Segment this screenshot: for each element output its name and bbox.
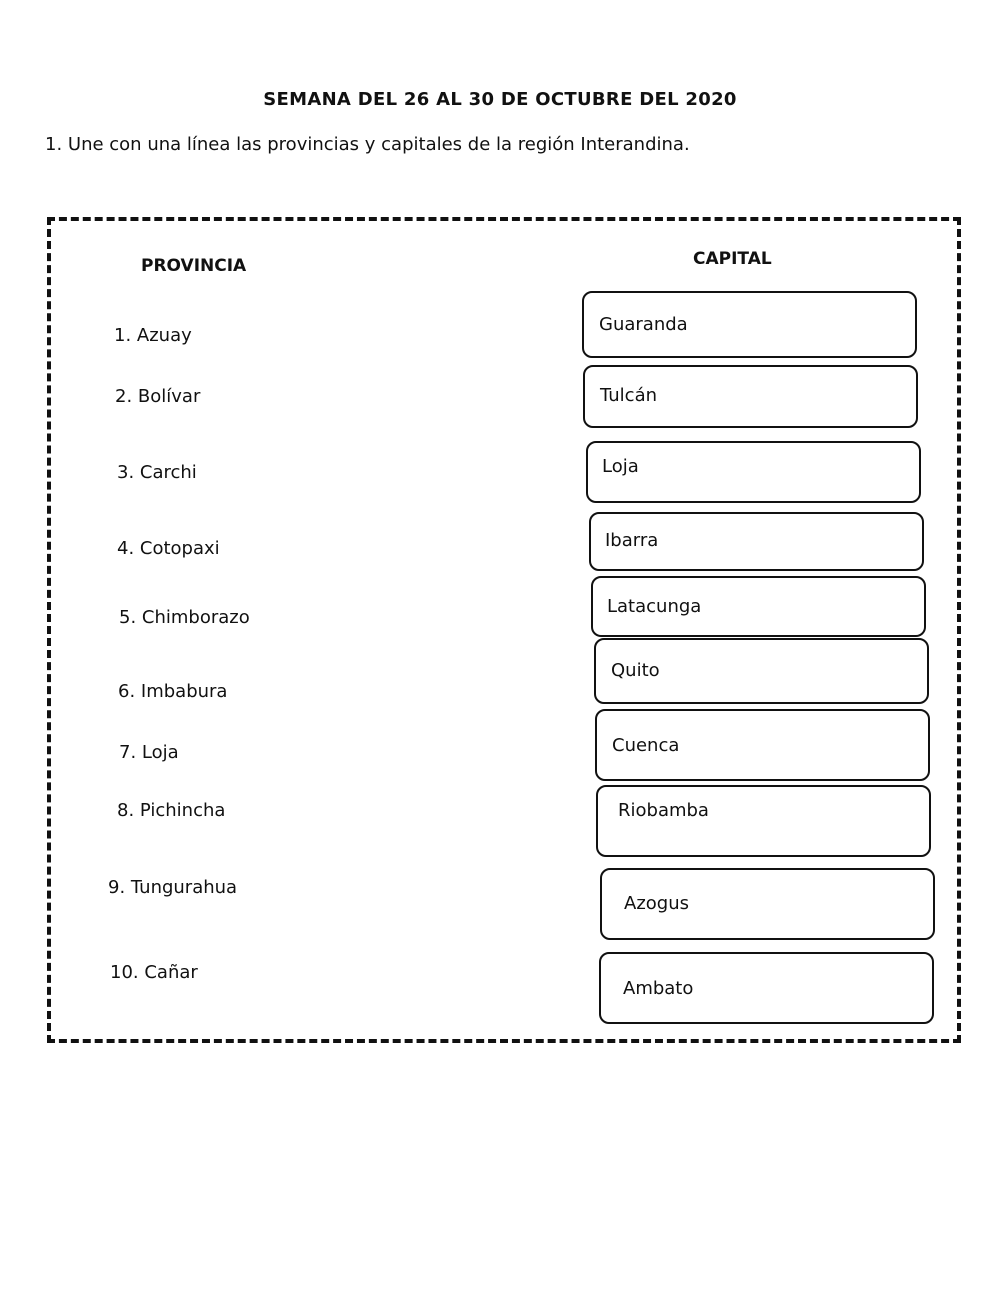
capital-column-heading: CAPITAL bbox=[693, 249, 772, 269]
province-item-tungurahua[interactable]: 9. Tungurahua bbox=[108, 877, 238, 898]
province-item-canar[interactable]: 10. Cañar bbox=[110, 962, 198, 983]
capital-box-latacunga[interactable] bbox=[591, 576, 926, 637]
province-item-pichincha[interactable]: 8. Pichincha bbox=[117, 800, 226, 821]
province-item-azuay[interactable]: 1. Azuay bbox=[114, 325, 192, 346]
capital-label: Guaranda bbox=[599, 314, 688, 335]
capital-box-riobamba[interactable] bbox=[596, 785, 931, 857]
province-item-imbabura[interactable]: 6. Imbabura bbox=[118, 681, 228, 702]
capital-box-loja[interactable] bbox=[586, 441, 921, 503]
capital-box-guaranda[interactable] bbox=[582, 291, 917, 358]
capital-label: Quito bbox=[611, 660, 660, 681]
province-item-chimborazo[interactable]: 5. Chimborazo bbox=[119, 607, 250, 628]
province-item-loja[interactable]: 7. Loja bbox=[119, 742, 179, 763]
capital-label: Latacunga bbox=[607, 596, 702, 617]
capital-box-tulcan[interactable] bbox=[583, 365, 918, 428]
capital-box-ambato[interactable] bbox=[599, 952, 934, 1024]
capital-label: Tulcán bbox=[600, 385, 658, 406]
province-column-heading: PROVINCIA bbox=[141, 256, 247, 276]
capital-label: Cuenca bbox=[612, 735, 680, 756]
capital-label: Ibarra bbox=[605, 530, 659, 551]
capital-label: Azogus bbox=[624, 893, 689, 914]
capital-box-azogus[interactable] bbox=[600, 868, 935, 940]
instruction-text: 1. Une con una línea las provincias y capitales de la región Interandina. bbox=[45, 134, 690, 155]
capital-box-cuenca[interactable] bbox=[595, 709, 930, 781]
province-item-cotopaxi[interactable]: 4. Cotopaxi bbox=[117, 538, 220, 559]
page-title: SEMANA DEL 26 AL 30 DE OCTUBRE DEL 2020 bbox=[263, 89, 737, 110]
capital-box-quito[interactable] bbox=[594, 638, 929, 704]
province-item-carchi[interactable]: 3. Carchi bbox=[117, 462, 197, 483]
capital-label: Ambato bbox=[623, 978, 694, 999]
capital-box-ibarra[interactable] bbox=[589, 512, 924, 571]
capital-label: Loja bbox=[602, 456, 639, 477]
province-item-bolivar[interactable]: 2. Bolívar bbox=[115, 386, 201, 407]
capital-label: Riobamba bbox=[618, 800, 709, 821]
